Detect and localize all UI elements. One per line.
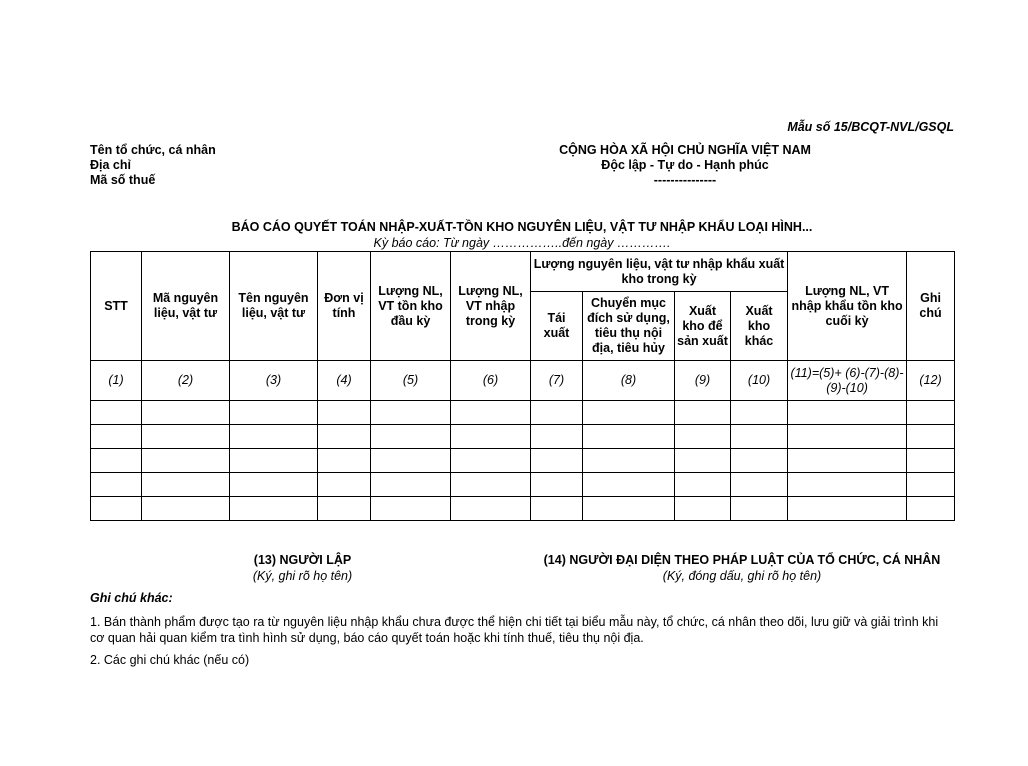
col-num-12: (12) (907, 361, 955, 401)
col-num-1: (1) (91, 361, 142, 401)
notes-heading: Ghi chú khác: (90, 591, 173, 605)
table-cell[interactable] (91, 449, 142, 473)
header-reexport: Tái xuất (531, 292, 583, 361)
header-stt: STT (91, 252, 142, 361)
table-cell[interactable] (91, 497, 142, 521)
table-cell[interactable] (371, 401, 451, 425)
table-cell[interactable] (230, 425, 318, 449)
org-address-label: Địa chỉ (90, 158, 131, 172)
representative-instruction: (Ký, đóng dấu, ghi rõ họ tên) (662, 569, 822, 583)
table-cell[interactable] (583, 473, 675, 497)
table-cell[interactable] (731, 449, 788, 473)
table-cell[interactable] (675, 473, 731, 497)
nation-motto: Độc lập - Tự do - Hạnh phúc (601, 158, 769, 172)
table-cell[interactable] (451, 449, 531, 473)
table-cell[interactable] (318, 401, 371, 425)
table-cell[interactable] (230, 473, 318, 497)
table-cell[interactable] (318, 449, 371, 473)
col-num-3: (3) (230, 361, 318, 401)
preparer-title: (13) NGƯỜI LẬP (253, 553, 352, 567)
note-item-1: 1. Bán thành phẩm được tạo ra từ nguyên liệu nhập khẩu chưa được thể hiện chi tiết tại biểu mẫu này, tổ chức, cá nhân theo dõi, lưu giữ và giải trình khi cơ quan hải quan kiểm tra tình hình sử dụng, báo cáo quyết toán hoặc khi tính thuế, tiêu thụ nội địa. (90, 615, 939, 645)
nation-divider: --------------- (653, 173, 717, 187)
column-number-row (91, 361, 955, 401)
report-title: BÁO CÁO QUYẾT TOÁN NHẬP-XUẤT-TỒN KHO NGUYÊN LIỆU, VẬT TƯ NHẬP KHẨU LOẠI HÌNH... (231, 220, 813, 234)
preparer-instruction: (Ký, ghi rõ họ tên) (252, 569, 353, 583)
table-cell[interactable] (907, 497, 955, 521)
form-number: Mẫu số 15/BCQT-NVL/GSQL (787, 120, 954, 134)
table-cell[interactable] (451, 497, 531, 521)
header-production: Xuất kho để sản xuất (675, 292, 731, 361)
table-cell[interactable] (907, 473, 955, 497)
table-cell[interactable] (371, 497, 451, 521)
table-cell[interactable] (907, 449, 955, 473)
table-cell[interactable] (531, 401, 583, 425)
report-table (90, 251, 955, 521)
table-cell[interactable] (451, 425, 531, 449)
org-name-label: Tên tổ chức, cá nhân (90, 143, 216, 157)
table-cell[interactable] (907, 425, 955, 449)
header-other-export: Xuất kho khác (731, 292, 788, 361)
table-cell[interactable] (142, 401, 230, 425)
table-cell[interactable] (583, 425, 675, 449)
table-cell[interactable] (142, 449, 230, 473)
col-num-6: (6) (451, 361, 531, 401)
table-cell[interactable] (318, 497, 371, 521)
table-cell[interactable] (451, 401, 531, 425)
table-cell[interactable] (583, 401, 675, 425)
note-item-2: 2. Các ghi chú khác (nếu có) (90, 653, 250, 667)
table-cell[interactable] (230, 401, 318, 425)
table-cell[interactable] (531, 449, 583, 473)
preparer-signature-block (180, 552, 425, 584)
table-cell[interactable] (907, 401, 955, 425)
col-num-5: (5) (371, 361, 451, 401)
table-cell[interactable] (531, 473, 583, 497)
table-cell[interactable] (788, 497, 907, 521)
table-row (91, 473, 955, 497)
table-cell[interactable] (91, 473, 142, 497)
table-cell[interactable] (142, 425, 230, 449)
representative-signature-block (520, 552, 964, 584)
header-material-code: Mã nguyên liệu, vật tư (142, 252, 230, 361)
table-cell[interactable] (371, 473, 451, 497)
table-cell[interactable] (788, 473, 907, 497)
org-tax-label: Mã số thuế (90, 173, 156, 187)
table-cell[interactable] (675, 449, 731, 473)
nation-name: CỘNG HÒA XÃ HỘI CHỦ NGHĨA VIỆT NAM (559, 143, 811, 157)
header-material-name: Tên nguyên liệu, vật tư (230, 252, 318, 361)
table-cell[interactable] (230, 497, 318, 521)
table-row (91, 449, 955, 473)
table-cell[interactable] (731, 401, 788, 425)
table-cell[interactable] (583, 497, 675, 521)
header-imported: Lượng NL, VT nhập trong kỳ (451, 252, 531, 361)
table-cell[interactable] (318, 425, 371, 449)
table-row (91, 425, 955, 449)
table-cell[interactable] (583, 449, 675, 473)
col-num-2: (2) (142, 361, 230, 401)
col-num-8: (8) (583, 361, 675, 401)
table-row (91, 401, 955, 425)
table-cell[interactable] (788, 401, 907, 425)
header-unit: Đơn vị tính (318, 252, 371, 361)
table-cell[interactable] (531, 425, 583, 449)
header-opening-stock: Lượng NL, VT tồn kho đầu kỳ (371, 252, 451, 361)
table-cell[interactable] (91, 425, 142, 449)
col-num-4: (4) (318, 361, 371, 401)
table-cell[interactable] (230, 449, 318, 473)
table-cell[interactable] (318, 473, 371, 497)
col-num-11: (11)=(5)+ (6)-(7)-(8)- (9)-(10) (788, 361, 907, 401)
col-num-10: (10) (731, 361, 788, 401)
table-cell[interactable] (142, 473, 230, 497)
table-cell[interactable] (675, 401, 731, 425)
representative-title: (14) NGƯỜI ĐẠI DIỆN THEO PHÁP LUẬT CỦA TỔ CHỨC, CÁ NHÂN (543, 553, 941, 567)
table-cell[interactable] (91, 401, 142, 425)
organization-info (90, 143, 216, 188)
table-cell[interactable] (371, 425, 451, 449)
col-num-9: (9) (675, 361, 731, 401)
header-purpose-change: Chuyển mục đích sử dụng, tiêu thụ nội địa, tiêu hủy (583, 292, 675, 361)
table-cell[interactable] (142, 497, 230, 521)
national-header (520, 143, 850, 188)
header-note: Ghi chú (907, 252, 955, 361)
table-cell[interactable] (675, 497, 731, 521)
header-exported-group: Lượng nguyên liệu, vật tư nhập khẩu xuất kho trong kỳ (531, 252, 788, 292)
table-cell[interactable] (451, 473, 531, 497)
table-cell[interactable] (531, 497, 583, 521)
report-period: Kỳ báo cáo: Từ ngày ……………..đến ngày …………. (373, 236, 671, 250)
table-cell[interactable] (731, 497, 788, 521)
table-cell[interactable] (731, 473, 788, 497)
table-cell[interactable] (371, 449, 451, 473)
table-cell[interactable] (731, 425, 788, 449)
table-cell[interactable] (675, 425, 731, 449)
col-num-7: (7) (531, 361, 583, 401)
table-cell[interactable] (788, 425, 907, 449)
table-cell[interactable] (788, 449, 907, 473)
header-closing-stock: Lượng NL, VT nhập khẩu tồn kho cuối kỳ (788, 252, 907, 361)
table-row (91, 497, 955, 521)
